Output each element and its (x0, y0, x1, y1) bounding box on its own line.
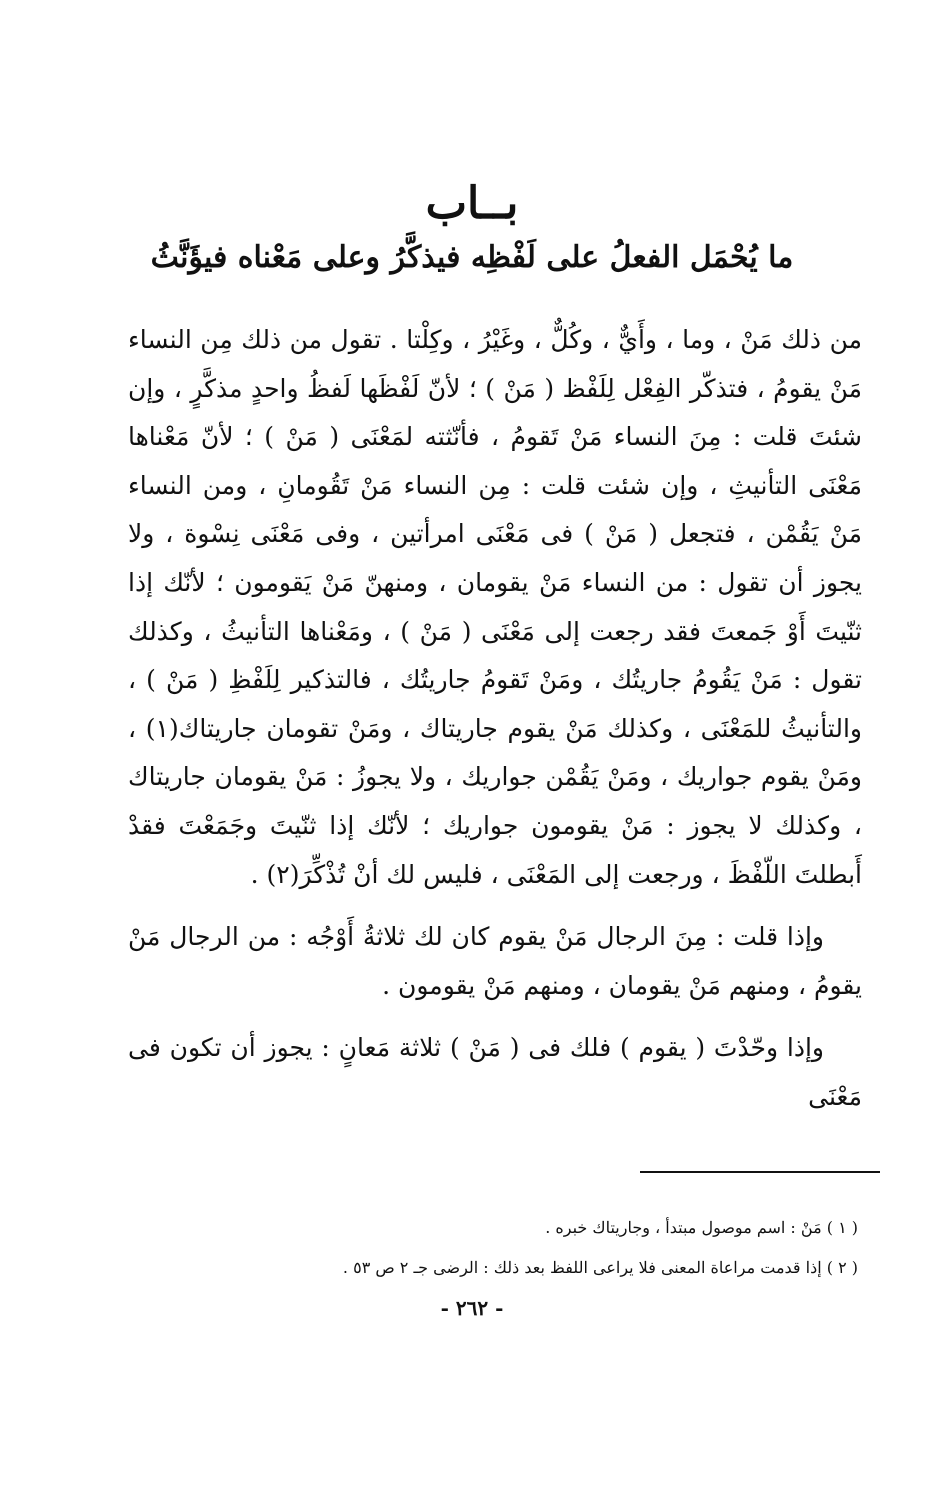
paragraph-1: من ذلك مَنْ ، وما ، وأَيٌّ ، وكُلٌّ ، وغَيْرُ ، وكِلْتا . تقول من ذلك مِن النساء مَنْ يقومُ ، فتذكّر الفِعْل لِلَفْظ ( مَنْ ) ؛ لأنّ لَفْظَها لَفظُ واحدٍ مذكَّرٍ ، وإن شئتَ قلت : مِنَ النساء مَنْ تَقومُ ، فأنّثته لمَعْنَى ( مَنْ ) ؛ لأنّ مَعْناها مَعْنَى التأنيثِ ، وإن شئت قلت : مِن النساء مَنْ تَقُومانِ ، ومن النساء مَنْ يَقُمْن ، فتجعل ( مَنْ ) فى مَعْنَى امرأتين ، وفى مَعْنَى نِسْوة ، ولا يجوز أن تقول : من النساء مَنْ يقومان ، ومنهنّ مَنْ يَقومون ؛ لأنّك إذا ثنّيتَ أَوْ جَمعتَ فقد رجعت إلى مَعْنَى ( مَنْ ) ، ومَعْناها التأنيثُ ، وكذلك تقول : مَنْ يَقُومُ جاريتُك ، ومَنْ تَقومُ جاريتُك ، فالتذكير لِلَفْظِ ( مَنْ ) ، والتأنيثُ للمَعْنَى ، وكذلك مَنْ يقوم جاريتاك ، ومَنْ تقومان جاريتاك(١) ، ومَنْ يقوم جواريك ، ومَنْ يَقُمْن جواريك ، ولا يجوزُ : مَنْ يقومان جاريتاك ، وكذلك لا يجوز : مَنْ يقومون جواريك ؛ لأنّك إذا ثنّيتَ وجَمَعْتَ فقدْ أَبطلتَ اللّفْظَ ، ورجعت إلى المَعْنَى ، فليس لك أنْ تُذْكِّرَ(٢) . (128, 325, 862, 889)
paragraph-2: وإذا قلت : مِنَ الرجال مَنْ يقوم كان لك ثلاثةُ أَوْجُه : من الرجال مَنْ يقومُ ، ومنهم مَنْ يقومان ، ومنهم مَنْ يقومون . (128, 922, 862, 1000)
chapter-heading: بــاب (425, 178, 519, 229)
page-number: - ٢٦٢ - (440, 1296, 504, 1320)
paragraph-3: وإذا وحّدْتَ ( يقوم ) فلك فى ( مَنْ ) ثلاثة مَعانٍ : يجوز أن تكون فى مَعْنَى (128, 1033, 862, 1111)
footnote-2: ( ٢ ) إذا قدمت مراعاة المعنى فلا يراعى اللفظ بعد ذلك : الرضى جـ ٢ ص ٥٣ . (342, 1258, 858, 1277)
body-text (128, 316, 862, 1122)
chapter-title: ما يُحْمَل الفعلُ على لَفْظِه فيذكَّرُ وعلى مَعْناه فيؤَنَّثُ (150, 240, 794, 275)
footnote-divider (640, 1171, 880, 1173)
footnote-1: ( ١ ) مَنْ : اسم موصول مبتدأ ، وجاريتاك خبره . (545, 1218, 858, 1237)
footnotes (260, 1208, 858, 1288)
